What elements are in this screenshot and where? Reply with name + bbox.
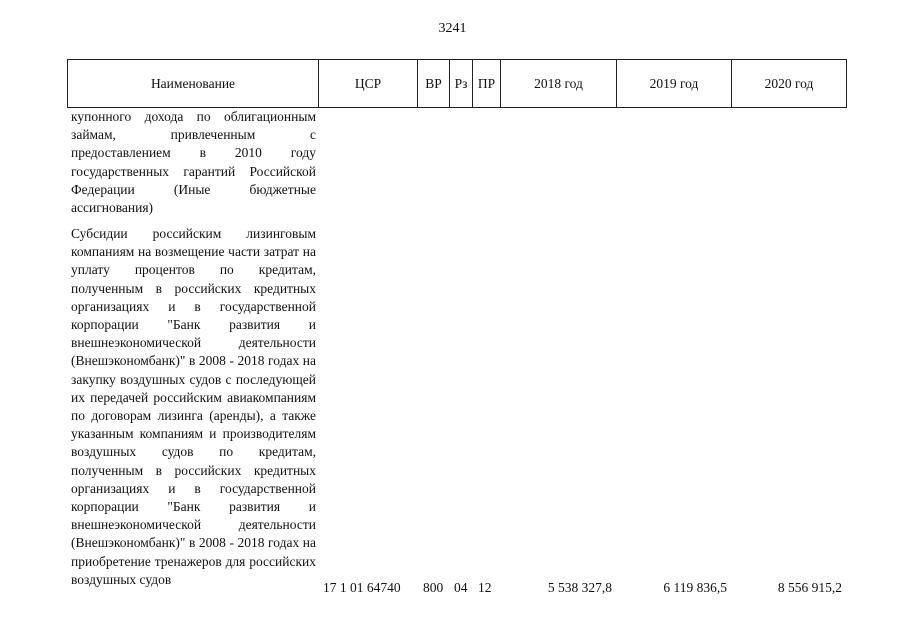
table-right-border <box>846 59 847 108</box>
row-value-2019: 6 119 836,5 <box>663 580 727 595</box>
row-csr: 17 1 01 64740 <box>323 580 401 595</box>
header-csr: ЦСР <box>354 75 382 91</box>
header-vr: ВР <box>425 75 442 91</box>
header-2019: 2019 год <box>649 75 699 91</box>
header-pr: ПР <box>477 75 496 91</box>
row-value-2020: 8 556 915,2 <box>777 580 842 595</box>
row-pr: 12 <box>478 580 492 595</box>
page-number: 3241 <box>438 21 467 36</box>
header-2018: 2018 год <box>534 75 583 91</box>
row-vr: 800 <box>423 580 444 595</box>
row-name-continuation: купонного дохода по облигационным займам, привлеченным с предоставлением в 2010 году государственных гарантий Российской Федерации (Иные бюджетные ассигнования) <box>71 109 316 216</box>
header-rz: Рз <box>454 75 468 91</box>
row-rz: 04 <box>454 580 468 595</box>
row-name-subsidies: Субсидии российским лизинговым компаниям на возмещение части затрат на уплату процентов по кредитам, полученным в российских кредитных организациях и в государственной корпорации "Банк развития и внешнеэкономической деятельности (Внешэкономбанк)" в 2008 - 2018 годах на закупку воздушных судов с последующей их передачей российским авиакомпаниям по договорам лизинга (аренды), а также указанным компаниям и производителям воздушных судов по кредитам, полученным в российских кредитных организациях и в государственной корпорации "Банк развития и внешнеэкономической деятельности (Внешэкономбанк)" в 2008 - 2018 годах на приобретение тренажеров для российских воздушных судов <box>71 226 316 587</box>
row-value-2018: 5 538 327,8 <box>547 580 612 595</box>
header-name: Наименование <box>150 75 236 91</box>
header-2020: 2020 год <box>764 75 814 91</box>
